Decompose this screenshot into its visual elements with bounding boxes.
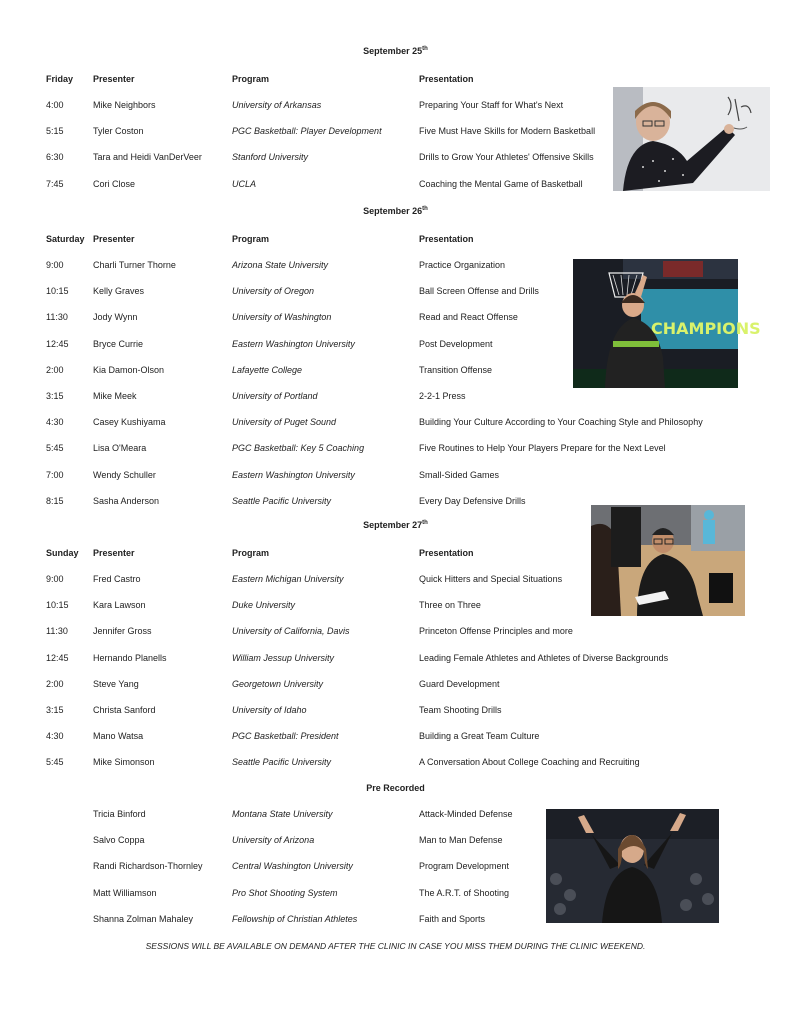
coach-huddle-photo: [591, 505, 745, 616]
cell-presentation: Post Development: [419, 339, 493, 349]
cell-presenter: Mike Neighbors: [93, 100, 156, 110]
cell-presentation: Drills to Grow Your Athletes' Offensive Skills: [419, 152, 594, 162]
cell-presentation: Small-Sided Games: [419, 470, 500, 480]
cell-presentation: Man to Man Defense: [419, 835, 503, 845]
cell-program: Eastern Michigan University: [232, 574, 344, 584]
cell-program: PGC Basketball: Key 5 Coaching: [232, 443, 365, 453]
section-title: [0, 783, 791, 793]
cell-program: Pro Shot Shooting System: [232, 888, 338, 898]
cell-presentation: Princeton Offense Principles and more: [419, 626, 573, 636]
coach-net-cutting-photo: [573, 259, 761, 388]
cell-time: 9:00: [46, 260, 64, 270]
cell-program: Arizona State University: [232, 260, 329, 270]
cell-presenter: Charli Turner Thorne: [93, 260, 176, 270]
cell-time: 2:00: [46, 365, 64, 375]
cell-time: 10:15: [46, 600, 69, 610]
cell-program: Seattle Pacific University: [232, 757, 332, 767]
header-presentation: Presentation: [419, 74, 474, 84]
cell-presentation: Coaching the Mental Game of Basketball: [419, 179, 583, 189]
header-time: Friday: [46, 74, 74, 84]
cell-presentation: Faith and Sports: [419, 914, 486, 924]
header-program: Program: [232, 234, 270, 244]
schedule-row: [0, 679, 791, 693]
cell-program: Eastern Washington University: [232, 339, 355, 349]
cell-time: 7:45: [46, 179, 64, 189]
section-title-suffix: th: [422, 46, 428, 52]
section-title: [0, 46, 791, 56]
cell-presentation: Five Must Have Skills for Modern Basketball: [419, 126, 596, 136]
cell-presenter: Mano Watsa: [93, 731, 144, 741]
cell-presenter: Tara and Heidi VanDerVeer: [93, 152, 202, 162]
cell-presentation: Read and React Offense: [419, 312, 518, 322]
cell-presenter: Mike Meek: [93, 391, 137, 401]
cell-time: 11:30: [46, 312, 68, 322]
schedule-row: [0, 443, 791, 457]
section-title-text: September 26: [363, 206, 423, 216]
cell-program: Eastern Washington University: [232, 470, 355, 480]
cell-presenter: Christa Sanford: [93, 705, 156, 715]
cell-presentation: Three on Three: [419, 600, 481, 610]
cell-program: Central Washington University: [232, 861, 353, 871]
header-presenter: Presenter: [93, 548, 135, 558]
cell-presenter: Tricia Binford: [93, 809, 146, 819]
cell-time: 4:30: [46, 417, 64, 427]
cell-program: PGC Basketball: Player Development: [232, 126, 382, 136]
cell-presenter: Shanna Zolman Mahaley: [93, 914, 194, 924]
cell-presenter: Kia Damon-Olson: [93, 365, 165, 375]
cell-time: 12:45: [46, 653, 69, 663]
cell-presenter: Jody Wynn: [93, 312, 138, 322]
cell-program: University of Idaho: [232, 705, 307, 715]
cell-program: Fellowship of Christian Athletes: [232, 914, 358, 924]
cell-presenter: Cori Close: [93, 179, 136, 189]
header-time: Sunday: [46, 548, 79, 558]
cell-program: Lafayette College: [232, 365, 303, 375]
cell-presenter: Bryce Currie: [93, 339, 144, 349]
schedule-row: [0, 417, 791, 431]
cell-presenter: Kara Lawson: [93, 600, 146, 610]
cell-presenter: Lisa O'Meara: [93, 443, 147, 453]
cell-presentation: Team Shooting Drills: [419, 705, 502, 715]
header-presenter: Presenter: [93, 74, 135, 84]
cell-program: University of Arizona: [232, 835, 315, 845]
cell-time: 3:15: [46, 391, 64, 401]
cell-presenter: Sasha Anderson: [93, 496, 160, 506]
cell-program: PGC Basketball: President: [232, 731, 339, 741]
section-title-text: September 27: [363, 520, 423, 530]
cell-presentation: The A.R.T. of Shooting: [419, 888, 510, 898]
header-presentation: Presentation: [419, 548, 474, 558]
cell-presenter: Salvo Coppa: [93, 835, 145, 845]
schedule-row: [0, 391, 791, 405]
coach-whiteboard-photo: [613, 87, 770, 191]
cell-presenter: Kelly Graves: [93, 286, 145, 296]
cell-program: William Jessup University: [232, 653, 334, 663]
cell-presentation: Attack-Minded Defense: [419, 809, 513, 819]
cell-time: 12:45: [46, 339, 69, 349]
section-title: [0, 206, 791, 216]
section-title-suffix: th: [422, 206, 428, 212]
cell-program: University of California, Davis: [232, 626, 350, 636]
cell-time: 5:45: [46, 443, 64, 453]
cell-time: 11:30: [46, 626, 68, 636]
cell-time: 4:30: [46, 731, 64, 741]
cell-program: University of Puget Sound: [232, 417, 337, 427]
table-header: [0, 234, 791, 248]
champions-banner-text: CHAMPIONS: [651, 319, 761, 338]
cell-time: 5:45: [46, 757, 64, 767]
cell-time: 5:15: [46, 126, 64, 136]
cell-presenter: Jennifer Gross: [93, 626, 152, 636]
cell-presentation: Building a Great Team Culture: [419, 731, 540, 741]
header-presentation: Presentation: [419, 234, 474, 244]
table-header: [0, 74, 791, 88]
cell-program: University of Washington: [232, 312, 332, 322]
cell-time: 2:00: [46, 679, 64, 689]
cell-presentation: Transition Offense: [419, 365, 493, 375]
cell-presenter: Randi Richardson-Thornley: [93, 861, 203, 871]
header-presenter: Presenter: [93, 234, 135, 244]
cell-presentation: Preparing Your Staff for What's Next: [419, 100, 564, 110]
schedule-row: [0, 757, 791, 771]
section-title-suffix: th: [422, 520, 428, 526]
cell-program: University of Portland: [232, 391, 318, 401]
cell-presentation: A Conversation About College Coaching and Recruiting: [419, 757, 640, 767]
cell-program: University of Arkansas: [232, 100, 322, 110]
footer-note: SESSIONS WILL BE AVAILABLE ON DEMAND AFTER THE CLINIC IN CASE YOU MISS THEM DURING THE CLINIC WEEKEND.: [145, 941, 646, 951]
cell-presenter: Hernando Planells: [93, 653, 167, 663]
cell-program: Stanford University: [232, 152, 309, 162]
cell-presentation: Leading Female Athletes and Athletes of Diverse Backgrounds: [419, 653, 669, 663]
cell-program: Seattle Pacific University: [232, 496, 332, 506]
section-title-text: September 25: [363, 46, 423, 56]
cell-program: Georgetown University: [232, 679, 324, 689]
cell-presentation: Ball Screen Offense and Drills: [419, 286, 539, 296]
cell-presentation: Program Development: [419, 861, 510, 871]
section-title-text: Pre Recorded: [366, 783, 425, 793]
cell-presenter: Matt Williamson: [93, 888, 157, 898]
cell-presenter: Fred Castro: [93, 574, 141, 584]
cell-time: 6:30: [46, 152, 64, 162]
schedule-row: [0, 470, 791, 484]
header-program: Program: [232, 548, 270, 558]
cell-time: 9:00: [46, 574, 64, 584]
cell-presenter: Casey Kushiyama: [93, 417, 166, 427]
schedule-row: [0, 653, 791, 667]
schedule-row: [0, 705, 791, 719]
cell-presentation: Practice Organization: [419, 260, 506, 270]
cell-program: University of Oregon: [232, 286, 315, 296]
schedule-row: [0, 626, 791, 640]
cell-presentation: Every Day Defensive Drills: [419, 496, 526, 506]
cell-presentation: Five Routines to Help Your Players Prepare for the Next Level: [419, 443, 666, 453]
cell-time: 4:00: [46, 100, 64, 110]
cell-program: UCLA: [232, 179, 257, 189]
cell-presentation: Quick Hitters and Special Situations: [419, 574, 563, 584]
header-time: Saturday: [46, 234, 85, 244]
cell-presenter: Wendy Schuller: [93, 470, 156, 480]
schedule-row: [0, 731, 791, 745]
cell-presenter: Tyler Coston: [93, 126, 144, 136]
cell-time: 3:15: [46, 705, 64, 715]
cell-program: Duke University: [232, 600, 296, 610]
cell-presenter: Steve Yang: [93, 679, 139, 689]
coach-sideline-photo: [546, 809, 719, 923]
cell-time: 7:00: [46, 470, 64, 480]
cell-time: 8:15: [46, 496, 64, 506]
cell-presenter: Mike Simonson: [93, 757, 155, 767]
cell-program: Montana State University: [232, 809, 333, 819]
cell-time: 10:15: [46, 286, 69, 296]
header-program: Program: [232, 74, 270, 84]
cell-presentation: Building Your Culture According to Your Coaching Style and Philosophy: [419, 417, 703, 427]
cell-presentation: 2-2-1 Press: [419, 391, 466, 401]
cell-presentation: Guard Development: [419, 679, 500, 689]
